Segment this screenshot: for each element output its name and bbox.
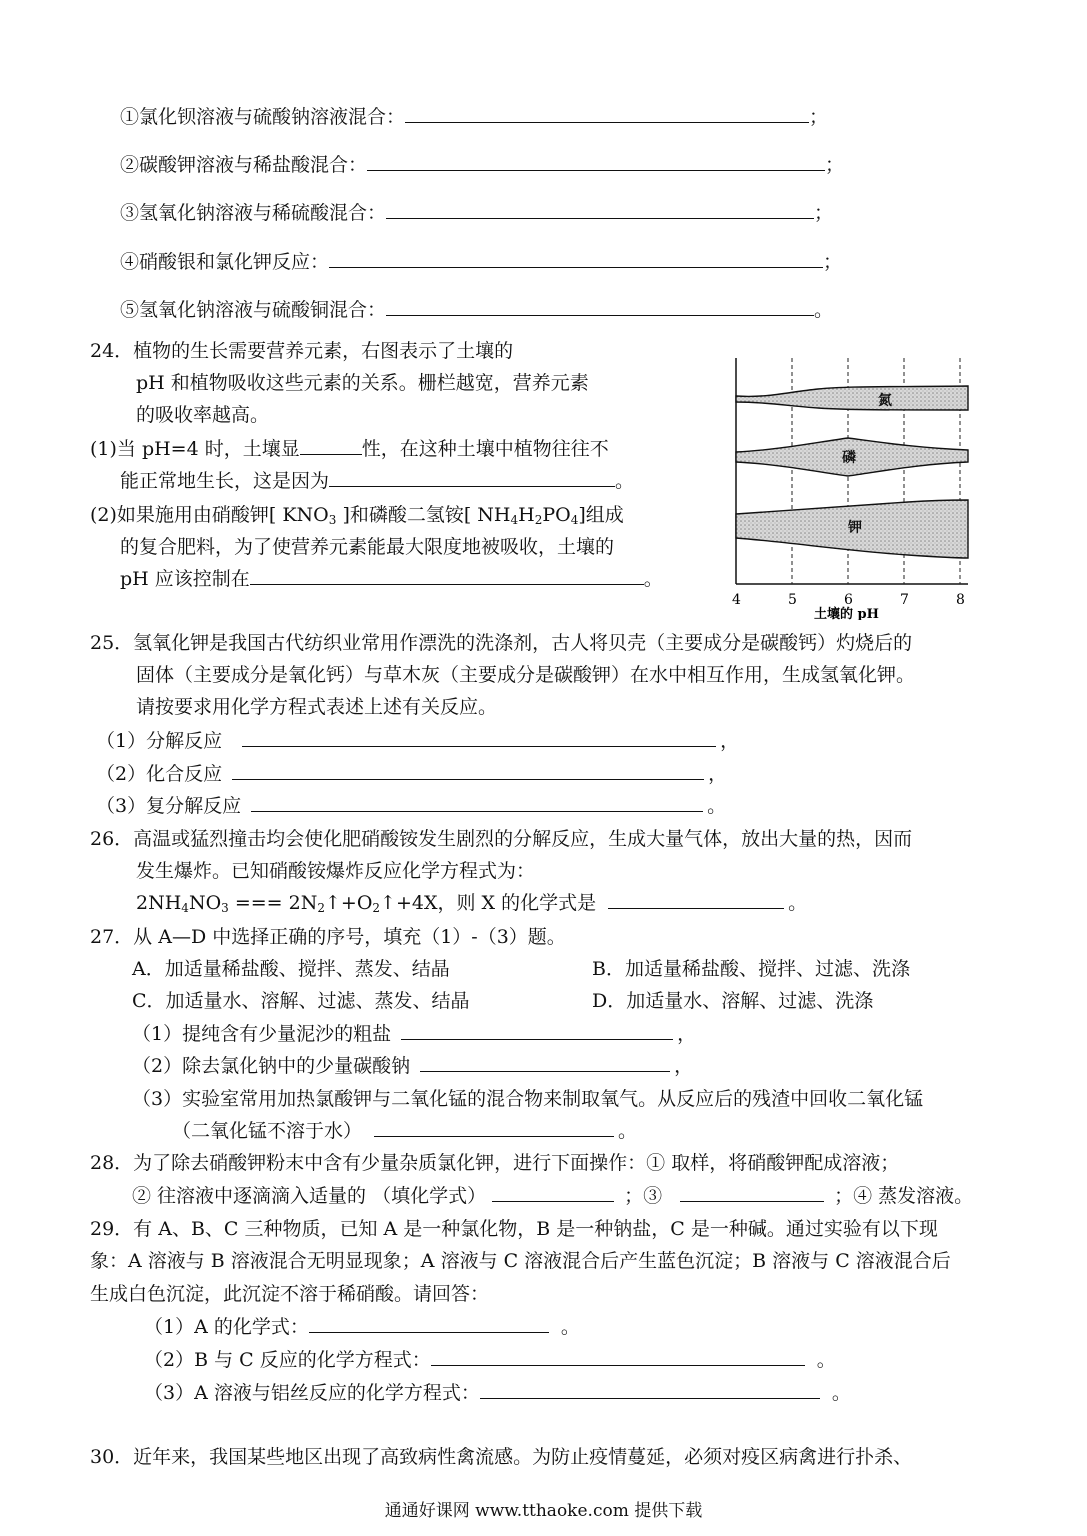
tick-8: 8 [956, 592, 965, 608]
q24-part1-line2 [120, 468, 634, 494]
text: ；③ [624, 1185, 663, 1207]
answer-blank[interactable] [329, 468, 615, 487]
q25-sub2 [96, 761, 727, 787]
text: 性，在这种土壤中植物往往不 [361, 438, 609, 460]
q23-item-2 [120, 152, 844, 178]
punct: ； [823, 251, 843, 273]
text: （1）提纯含有少量泥沙的粗盐 [132, 1023, 392, 1045]
text: NO [188, 892, 222, 914]
q29-line3: 生成白色沉淀，此沉淀不溶于稀硝酸。请回答： [90, 1283, 490, 1305]
tick-5: 5 [788, 592, 797, 608]
subscript: 4 [570, 513, 579, 527]
text: （1）分解反应 [96, 730, 223, 752]
text: （2）化合反应 [96, 763, 223, 785]
text: （2）除去氯化钠中的少量碳酸钠 [132, 1055, 411, 1077]
punct: ， [674, 1055, 694, 1077]
answer-blank[interactable] [242, 728, 716, 747]
answer-blank[interactable] [329, 249, 823, 268]
answer-blank[interactable] [420, 1053, 670, 1072]
subscript: 4 [510, 513, 519, 527]
x-axis-label: 土壤的 pH [814, 607, 879, 620]
text: 能正常地生长，这是因为 [120, 470, 330, 492]
subscript: 2 [372, 901, 381, 915]
text: H [518, 504, 535, 526]
punct: ； [809, 106, 829, 128]
nitrogen-band [736, 386, 968, 410]
punct: 。 [615, 470, 635, 492]
q24-part1-line1 [90, 436, 609, 462]
text: ]组成 [578, 504, 624, 526]
answer-blank[interactable] [480, 1380, 820, 1399]
punct: 。 [643, 568, 663, 590]
answer-blank[interactable] [250, 566, 644, 585]
answer-blank[interactable] [680, 1183, 824, 1202]
q25-sub1 [96, 728, 739, 754]
q23-item-3 [120, 200, 833, 226]
q24-line1: 24．植物的生长需要营养元素，右图表示了土壤的 [90, 340, 514, 362]
q27-option-d: D．加适量水、溶解、过滤、洗涤 [592, 990, 874, 1012]
q29-sub3 [144, 1380, 851, 1406]
answer-blank[interactable] [492, 1183, 614, 1202]
punct: 。 [831, 1382, 851, 1404]
punct: 。 [560, 1316, 580, 1338]
text: （3）复分解反应 [96, 795, 242, 817]
q24-line3: 的吸收率越高。 [136, 404, 270, 426]
q29-line1: 29．有 A、B、C 三种物质，已知 A 是一种氯化物，B 是一种钠盐，C 是一种碱。通过实验有以下现 [90, 1218, 938, 1240]
q24-line2: pH 和植物吸收这些元素的关系。栅栏越宽，营养元素 [136, 372, 589, 394]
q23-item-4-text: ④硝酸银和氯化钾反应： [120, 251, 330, 273]
punct: ； [814, 202, 834, 224]
subscript: 2 [317, 901, 325, 915]
q24-part2-line3 [120, 566, 663, 592]
band-label-p: 磷 [842, 450, 856, 466]
punct: 。 [814, 299, 834, 321]
answer-blank[interactable] [232, 761, 704, 780]
subscript: 3 [328, 513, 337, 527]
answer-blank[interactable] [309, 1314, 549, 1333]
answer-blank[interactable] [405, 104, 809, 123]
punct: 。 [816, 1349, 836, 1371]
q23-item-5 [120, 297, 833, 323]
q25-sub3 [96, 793, 726, 819]
punct: 。 [788, 892, 808, 914]
text: ]和磷酸二氢铵[ NH [336, 504, 511, 526]
q28-line1: 28．为了除去硝酸钾粉末中含有少量杂质氯化钾，进行下面操作：① 取样，将硝酸钾配成溶液； [90, 1152, 900, 1174]
text: ↑+4X，则 X 的化学式是 [380, 892, 597, 914]
punct: 。 [707, 795, 727, 817]
answer-blank[interactable] [386, 297, 814, 316]
answer-blank[interactable] [386, 200, 814, 219]
answer-blank[interactable] [608, 890, 784, 909]
punct: ， [677, 1023, 697, 1045]
subscript: 2 [534, 513, 543, 527]
text: ↑+O [324, 892, 373, 914]
q23-item-5-text: ⑤氢氧化钠溶液与硫酸铜混合： [120, 299, 387, 321]
punct: ， [720, 730, 740, 752]
text: pH 应该控制在 [120, 568, 250, 590]
q29-sub2 [144, 1347, 836, 1373]
answer-blank[interactable] [431, 1347, 805, 1366]
q24-part2-line1 [90, 502, 624, 533]
q27-option-b: B．加适量稀盐酸、搅拌、过滤、洗涤 [592, 958, 910, 980]
q23-item-1-text: ①氯化钡溶液与硫酸钠溶液混合： [120, 106, 406, 128]
text: （3）A 溶液与铝丝反应的化学方程式： [144, 1382, 480, 1404]
q25-line3: 请按要求用化学方程式表述上述有关反应。 [136, 696, 498, 718]
q29-line2: 象：A 溶液与 B 溶液混合无明显现象；A 溶液与 C 溶液混合后产生蓝色沉淀；B 溶液与 C 溶液混合后 [90, 1250, 951, 1272]
text: （2）B 与 C 反应的化学方程式： [144, 1349, 431, 1371]
q27-sub2 [132, 1053, 693, 1079]
punct: 。 [618, 1120, 638, 1142]
q25-line1: 25．氢氧化钾是我国古代纺织业常用作漂洗的洗涤剂，古人将贝壳（主要成分是碳酸钙）灼烧后的 [90, 632, 913, 654]
q26-equation [136, 890, 807, 921]
text: === 2N [228, 892, 318, 914]
tick-7: 7 [900, 592, 909, 608]
band-label-n: 氮 [878, 393, 892, 409]
q27-sub3: （3）实验室常用加热氯酸钾与二氧化锰的混合物来制取氧气。从反应后的残渣中回收二氧化锰 [132, 1088, 924, 1110]
q27-line1: 27．从 A—D 中选择正确的序号，填充（1）-（3）题。 [90, 926, 566, 948]
q24-part2-line2: 的复合肥料，为了使营养元素能最大限度地被吸收，土壤的 [120, 536, 615, 558]
q28-line2 [132, 1183, 973, 1209]
text: （二氧化锰不溶于水） [172, 1120, 363, 1142]
text: (1)当 pH=4 时，土壤显 [90, 438, 300, 460]
text: PO [542, 504, 571, 526]
q23-item-1 [120, 104, 828, 130]
q26-line1: 26．高温或猛烈撞击均会使化肥硝酸铵发生剧烈的分解反应，生成大量气体，放出大量的热，因而 [90, 828, 913, 850]
q27-option-c: C．加适量水、溶解、过滤、蒸发、结晶 [132, 990, 470, 1012]
q27-sub1 [132, 1021, 696, 1047]
answer-blank[interactable] [367, 152, 825, 171]
tick-4: 4 [732, 592, 741, 608]
text: ② 往溶液中逐滴滴入适量的 （填化学式） [132, 1185, 487, 1207]
answer-blank[interactable] [300, 436, 362, 455]
q27-sub3-cont [172, 1118, 637, 1144]
punct: ， [708, 763, 728, 785]
q23-item-4 [120, 249, 842, 275]
q27-option-a: A．加适量稀盐酸、搅拌、蒸发、结晶 [132, 958, 450, 980]
answer-blank[interactable] [401, 1021, 673, 1040]
answer-blank[interactable] [251, 793, 703, 812]
q23-item-2-text: ②碳酸钾溶液与稀盐酸混合： [120, 154, 368, 176]
band-label-k: 钾 [848, 520, 862, 536]
q23-item-3-text: ③氢氧化钠溶液与稀硫酸混合： [120, 202, 387, 224]
subscript: 3 [221, 901, 229, 915]
page-footer: 通通好课网 www.tthaoke.com 提供下载 [384, 1501, 703, 1521]
q29-sub1 [144, 1314, 580, 1340]
subscript: 4 [181, 901, 189, 915]
q26-line2: 发生爆炸。已知硝酸铵爆炸反应化学方程式为： [136, 860, 536, 882]
q25-line2: 固体（主要成分是氧化钙）与草木灰（主要成分是碳酸钾）在水中相互作用，生成氢氧化钾。 [136, 664, 916, 686]
text: 2NH [136, 892, 182, 914]
text: (2)如果施用由硝酸钾[ KNO [90, 504, 329, 526]
tick-6: 6 [844, 592, 853, 608]
answer-blank[interactable] [374, 1118, 614, 1137]
text: ；④ 蒸发溶液。 [834, 1185, 974, 1207]
soil-ph-absorption-figure [728, 352, 978, 620]
punct: ； [825, 154, 845, 176]
text: （1）A 的化学式： [144, 1316, 309, 1338]
q30-line1: 30．近年来，我国某些地区出现了高致病性禽流感。为防止疫情蔓延，必须对疫区病禽进行扑杀、 [90, 1446, 913, 1468]
